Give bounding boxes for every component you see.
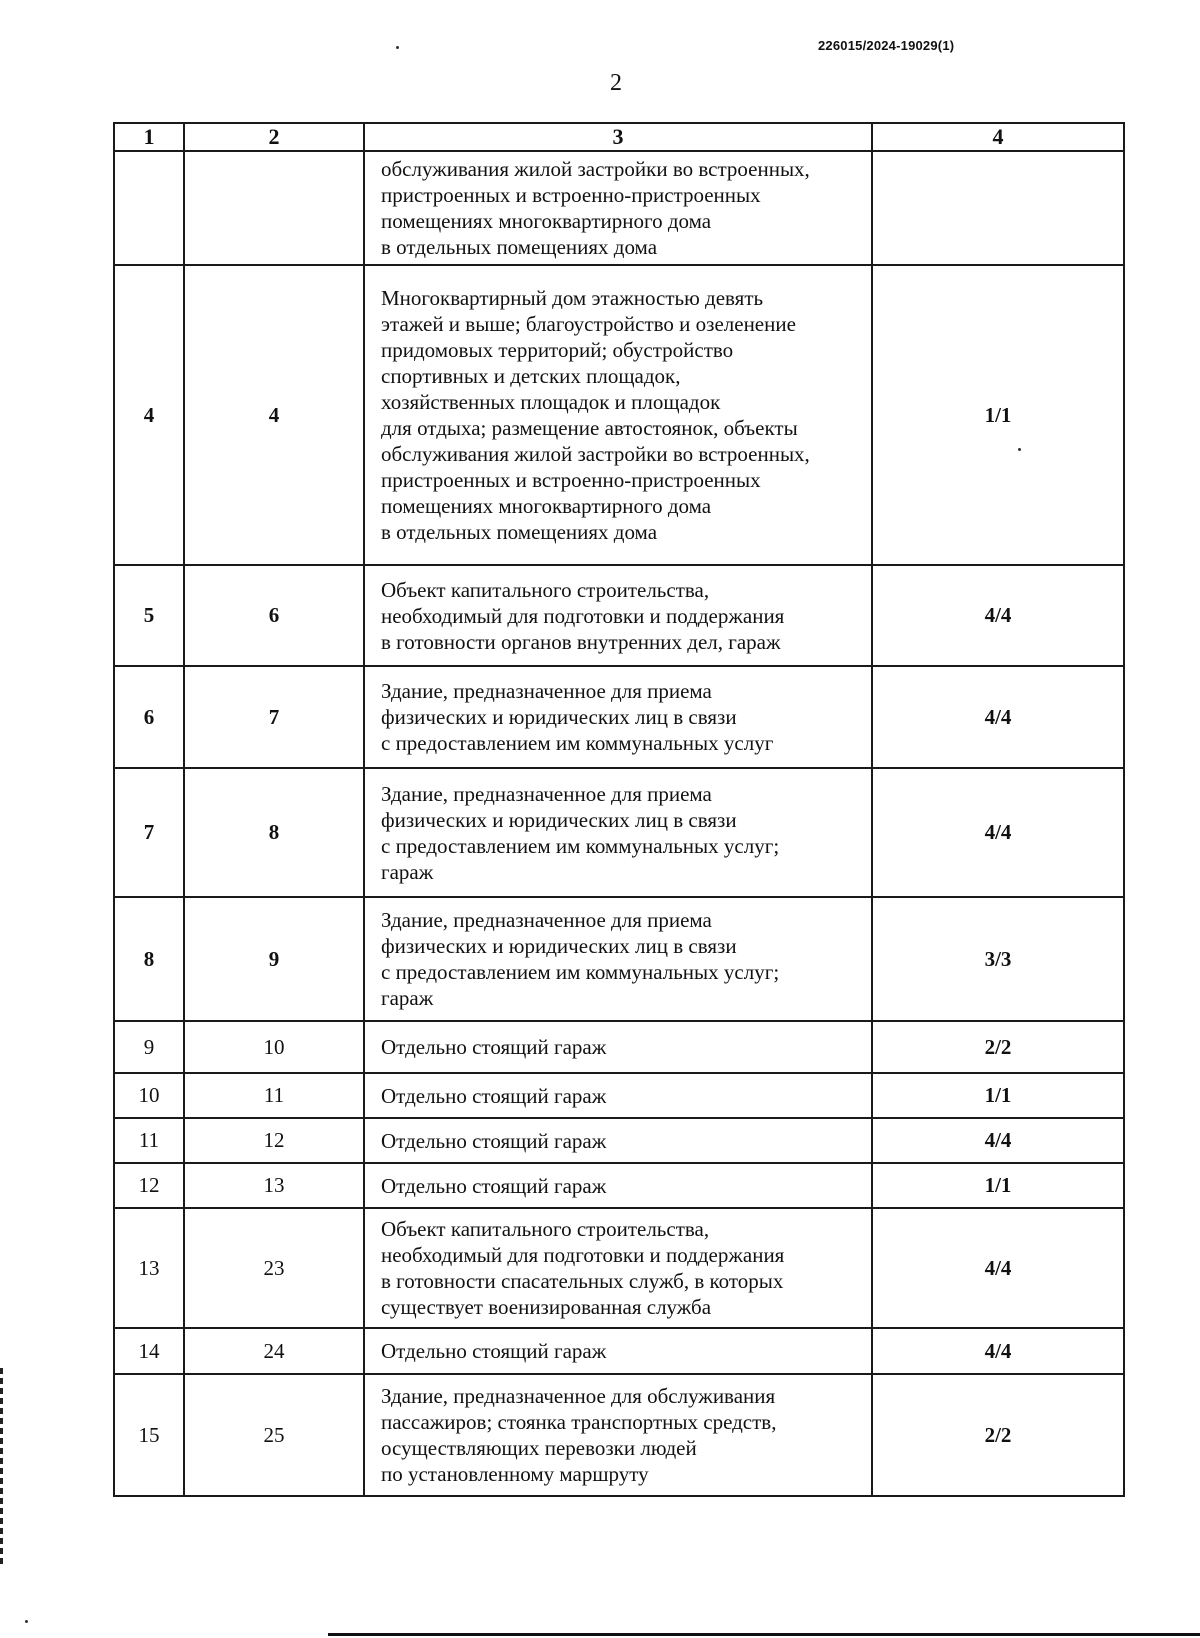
object-number-cell: 13 xyxy=(184,1163,364,1208)
ratio-cell: 4/4 xyxy=(872,565,1124,666)
ratio-cell: 4/4 xyxy=(872,1328,1124,1374)
object-description-cell: Объект капитального строительства, необходимый для подготовки и поддержания в готовности спасательных служб, в которых существует военизированная служба xyxy=(364,1208,872,1328)
object-description-cell: Отдельно стоящий гараж xyxy=(364,1021,872,1073)
object-description-cell: Здание, предназначенное для приема физических и юридических лиц в связи с предоставлением им коммунальных услуг; гараж xyxy=(364,768,872,897)
object-number-cell: 7 xyxy=(184,666,364,768)
ratio-cell: 4/4 xyxy=(872,1208,1124,1328)
ratio-cell: 4/4 xyxy=(872,666,1124,768)
object-description-cell: Здание, предназначенное для обслуживания пассажиров; стоянка транспортных средств, осуществляющих перевозки людей по установленному маршруту xyxy=(364,1374,872,1496)
ratio-cell: 4/4 xyxy=(872,1118,1124,1163)
row-number-cell: 15 xyxy=(114,1374,184,1496)
objects-table-wrapper xyxy=(113,122,1123,1497)
object-number-cell: 4 xyxy=(184,265,364,565)
scan-speck xyxy=(396,46,399,49)
row-number-cell: 12 xyxy=(114,1163,184,1208)
ratio-cell xyxy=(872,151,1124,265)
table-row xyxy=(114,1118,1124,1163)
row-number-cell: 4 xyxy=(114,265,184,565)
ratio-cell: 4/4 xyxy=(872,768,1124,897)
object-number-cell: 9 xyxy=(184,897,364,1021)
row-number-cell: 11 xyxy=(114,1118,184,1163)
table-row xyxy=(114,897,1124,1021)
object-number-cell: 24 xyxy=(184,1328,364,1374)
scan-speck xyxy=(25,1620,28,1623)
object-number-cell: 23 xyxy=(184,1208,364,1328)
column-header-2: 2 xyxy=(184,123,364,151)
object-number-cell: 12 xyxy=(184,1118,364,1163)
table-row xyxy=(114,1374,1124,1496)
ratio-cell: 1/1 xyxy=(872,1163,1124,1208)
object-number-cell: 6 xyxy=(184,565,364,666)
column-header-1: 1 xyxy=(114,123,184,151)
row-number-cell: 10 xyxy=(114,1073,184,1118)
object-description-cell: Отдельно стоящий гараж xyxy=(364,1118,872,1163)
object-description-cell: Отдельно стоящий гараж xyxy=(364,1328,872,1374)
objects-table xyxy=(113,122,1125,1497)
table-row xyxy=(114,1073,1124,1118)
ratio-cell: 2/2 xyxy=(872,1374,1124,1496)
row-number-cell: 9 xyxy=(114,1021,184,1073)
scan-speck xyxy=(1018,448,1021,451)
table-header-row xyxy=(114,123,1124,151)
row-number-cell: 5 xyxy=(114,565,184,666)
table-row xyxy=(114,265,1124,565)
table-row xyxy=(114,666,1124,768)
ratio-cell: 1/1 xyxy=(872,265,1124,565)
document-registration-number: 226015/2024-19029(1) xyxy=(818,38,955,53)
object-description-cell: обслуживания жилой застройки во встроенных, пристроенных и встроенно-пристроенных помещениях многоквартирного дома в отдельных помещениях дома xyxy=(364,151,872,265)
ratio-cell: 3/3 xyxy=(872,897,1124,1021)
row-number-cell: 7 xyxy=(114,768,184,897)
table-row xyxy=(114,1328,1124,1374)
column-header-3: 3 xyxy=(364,123,872,151)
object-description-cell: Многоквартирный дом этажностью девять этажей и выше; благоустройство и озеленение придомовых территорий; обустройство спортивных и детских площадок, хозяйственных площадок и площадок для отдыха; размещение автостоянок, объекты обслуживания жилой застройки во встроенных, пристроенных и встроенно-пристроенных помещениях многоквартирного дома в отдельных помещениях дома xyxy=(364,265,872,565)
object-description-cell: Объект капитального строительства, необходимый для подготовки и поддержания в готовности органов внутренних дел, гараж xyxy=(364,565,872,666)
table-row xyxy=(114,768,1124,897)
table-row xyxy=(114,151,1124,265)
column-header-4: 4 xyxy=(872,123,1124,151)
table-row xyxy=(114,1163,1124,1208)
object-description-cell: Здание, предназначенное для приема физических и юридических лиц в связи с предоставлением им коммунальных услуг xyxy=(364,666,872,768)
table-row xyxy=(114,1021,1124,1073)
row-number-cell xyxy=(114,151,184,265)
scan-edge-artifact xyxy=(0,1368,3,1568)
row-number-cell: 14 xyxy=(114,1328,184,1374)
table-row xyxy=(114,565,1124,666)
object-number-cell: 8 xyxy=(184,768,364,897)
object-description-cell: Здание, предназначенное для приема физических и юридических лиц в связи с предоставлением им коммунальных услуг; гараж xyxy=(364,897,872,1021)
page-number: 2 xyxy=(610,70,622,96)
object-number-cell: 10 xyxy=(184,1021,364,1073)
row-number-cell: 13 xyxy=(114,1208,184,1328)
object-number-cell: 25 xyxy=(184,1374,364,1496)
ratio-cell: 2/2 xyxy=(872,1021,1124,1073)
ratio-cell: 1/1 xyxy=(872,1073,1124,1118)
object-description-cell: Отдельно стоящий гараж xyxy=(364,1073,872,1118)
row-number-cell: 6 xyxy=(114,666,184,768)
scan-bottom-edge-line xyxy=(328,1633,1200,1636)
object-description-cell: Отдельно стоящий гараж xyxy=(364,1163,872,1208)
object-number-cell xyxy=(184,151,364,265)
row-number-cell: 8 xyxy=(114,897,184,1021)
object-number-cell: 11 xyxy=(184,1073,364,1118)
table-row xyxy=(114,1208,1124,1328)
